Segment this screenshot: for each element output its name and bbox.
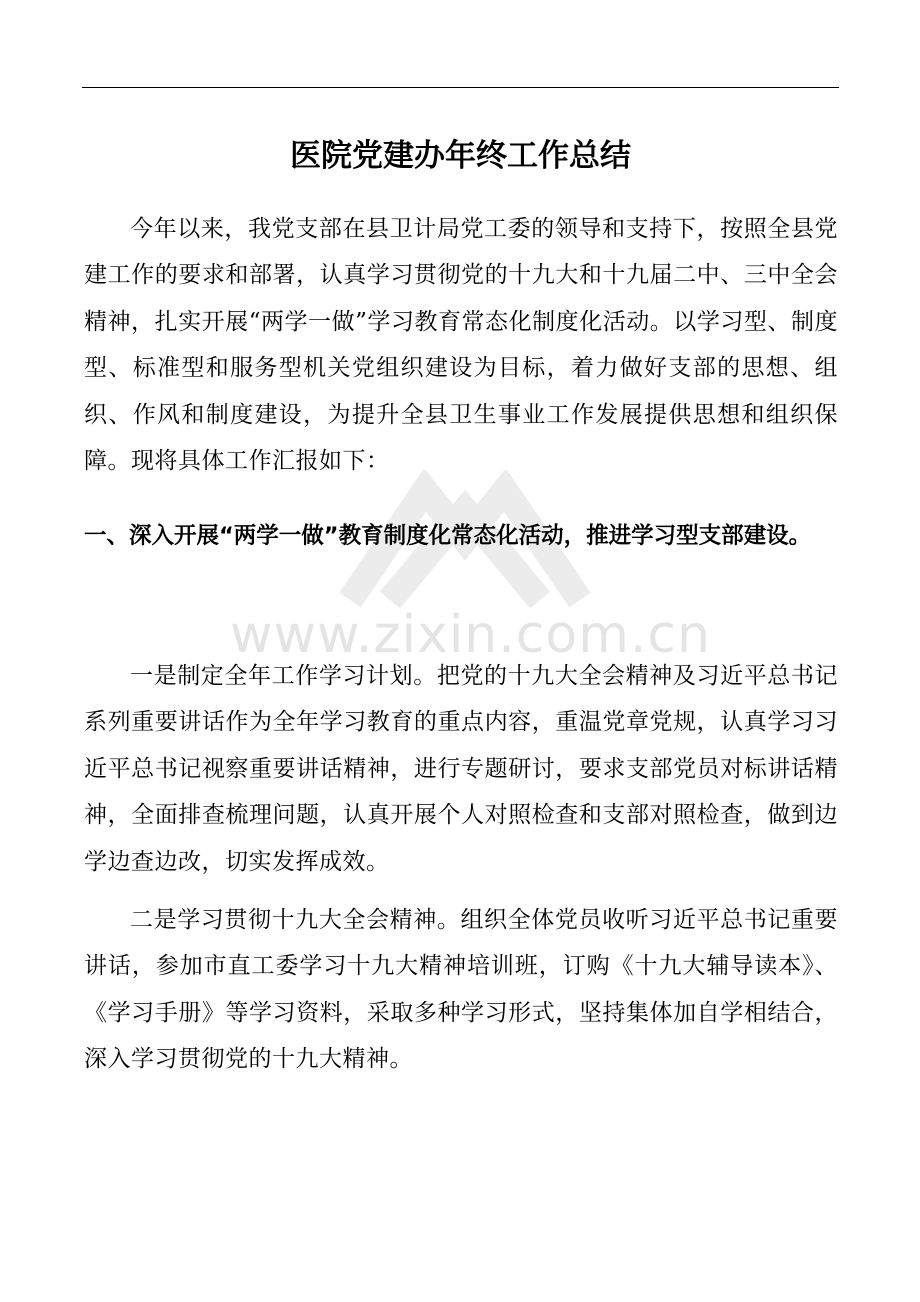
watermark-text: www.zixin.com.cn <box>230 605 711 665</box>
document-title: 医院党建办年终工作总结 <box>290 138 631 174</box>
paragraph-congress-spirit: 二是学习贯彻十九大全会精神。组织全体党员收听习近平总书记重要讲话，参加市直工委学习十九大精神培训班，订购《十九大辅导读本》、《学习手册》等学习资料，采取多种学习形式，坚持集体加自学相结合，深入学习贯彻党的十九大精神。 <box>84 907 838 1073</box>
watermark <box>230 470 711 670</box>
paragraph-intro: 今年以来，我党支部在县卫计局党工委的领导和支持下，按照全县党建工作的要求和部署，认真学习贯彻党的十九大和十九届二中、三中全会精神，扎实开展“两学一做”学习教育常态化制度化活动。以学习型、制度型、标准型和服务型机关党组织建设为目标，着力做好支部的思想、组织、作风和制度建设，为提升全县卫生事业工作发展提供思想和组织保障。现将具体工作汇报如下： <box>84 216 838 475</box>
header-rule <box>82 87 839 88</box>
section-heading: 一、深入开展“两学一做”教育制度化常态化活动，推进学习型支部建设。 <box>84 523 812 549</box>
paragraph-study-plan: 一是制定全年工作学习计划。把党的十九大全会精神及习近平总书记系列重要讲话作为全年学习教育的重点内容，重温党章党规，认真学习习近平总书记视察重要讲话精神，进行专题研讨，要求支部党员对标讲话精神，全面排查梳理问题，认真开展个人对照检查和支部对照检查，做到边学边查边改，切实发挥成效。 <box>84 663 838 875</box>
